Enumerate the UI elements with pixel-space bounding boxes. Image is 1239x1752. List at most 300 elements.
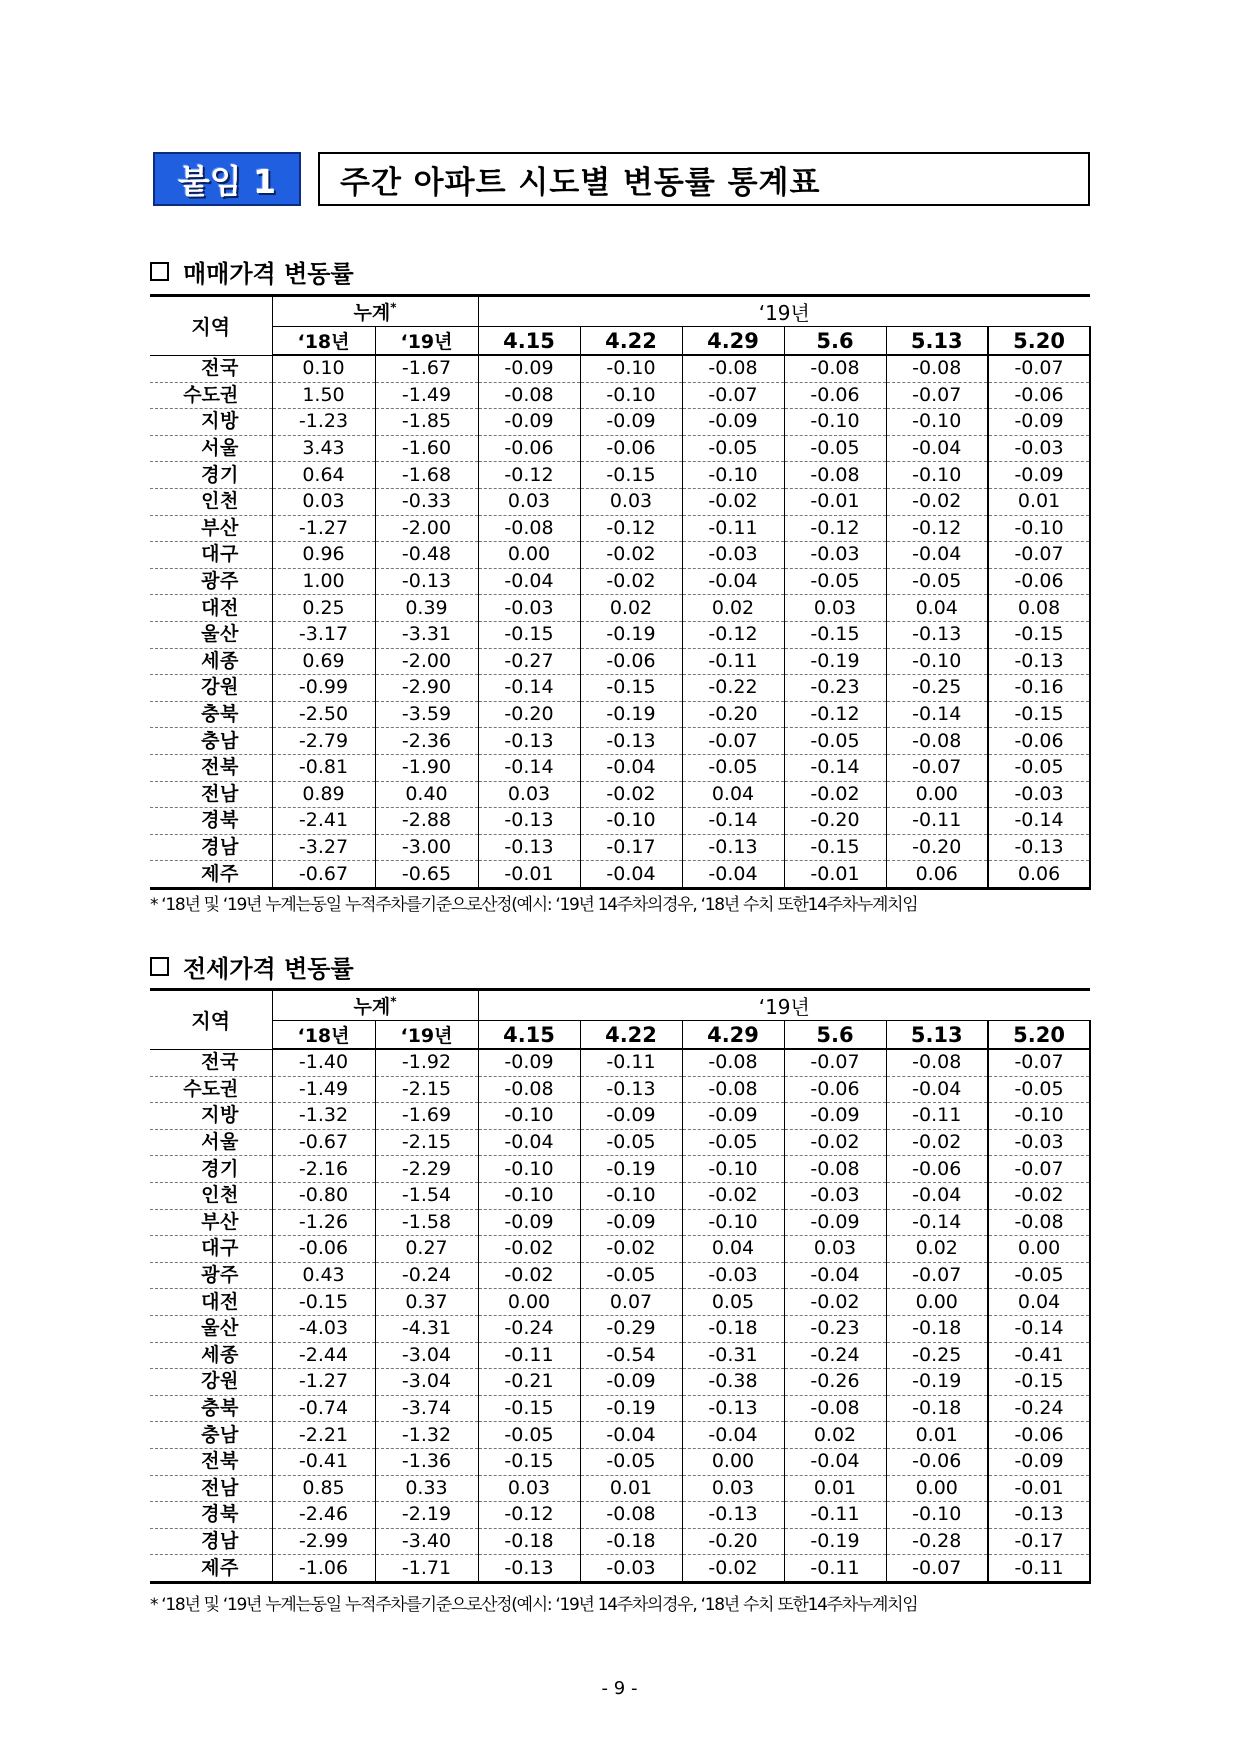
table-row	[150, 1103, 1090, 1130]
value-cell: 0.03	[272, 488, 375, 515]
value-cell: -0.02	[784, 781, 886, 808]
value-cell: -0.11	[580, 1049, 682, 1076]
value-cell: -0.11	[784, 1555, 886, 1583]
value-cell: -0.24	[375, 1262, 478, 1289]
table-row	[150, 861, 1090, 889]
value-cell: -0.20	[682, 701, 784, 728]
value-cell: -2.21	[272, 1422, 375, 1449]
value-cell: -0.03	[580, 1555, 682, 1583]
region-cell: 강 원	[150, 675, 272, 702]
value-cell: -0.19	[784, 648, 886, 675]
value-cell: -0.04	[784, 1262, 886, 1289]
value-cell: -2.88	[375, 808, 478, 835]
region-cell: 울 산	[150, 1315, 272, 1342]
column-header-region: 지역	[150, 296, 272, 356]
value-cell: -0.02	[886, 488, 988, 515]
value-cell: -0.02	[784, 1289, 886, 1316]
value-cell: 0.00	[886, 1475, 988, 1502]
section-title-sale	[150, 254, 354, 289]
value-cell: -0.25	[886, 675, 988, 702]
value-cell: 0.40	[375, 781, 478, 808]
table-row	[150, 648, 1090, 675]
value-cell: -0.13	[478, 834, 580, 861]
value-cell: -0.04	[886, 542, 988, 569]
value-cell: -3.40	[375, 1528, 478, 1555]
table-row	[150, 1049, 1090, 1076]
value-cell: -0.02	[580, 568, 682, 595]
table-row	[150, 462, 1090, 489]
value-cell: -0.09	[580, 1209, 682, 1236]
value-cell: -4.03	[272, 1315, 375, 1342]
region-cell: 경 남	[150, 834, 272, 861]
region-cell: 서 울	[150, 1129, 272, 1156]
region-cell: 경 북	[150, 1502, 272, 1529]
column-header-year: ‘19년	[375, 327, 478, 356]
value-cell: -0.05	[580, 1448, 682, 1475]
value-cell: -3.74	[375, 1395, 478, 1422]
column-header-week: 5.6	[784, 1021, 886, 1050]
column-header-week: 4.22	[580, 327, 682, 356]
value-cell: -1.67	[375, 355, 478, 382]
value-cell: -0.12	[682, 621, 784, 648]
value-cell: -0.07	[886, 1262, 988, 1289]
value-cell: -0.10	[580, 808, 682, 835]
region-cell: 충 남	[150, 728, 272, 755]
value-cell: -0.09	[580, 1103, 682, 1130]
value-cell: -0.10	[682, 462, 784, 489]
column-header-week: 4.22	[580, 1021, 682, 1050]
value-cell: -1.36	[375, 1448, 478, 1475]
value-cell: -0.10	[886, 648, 988, 675]
value-cell: -0.05	[988, 1262, 1090, 1289]
value-cell: -0.08	[478, 515, 580, 542]
region-cell: 충 남	[150, 1422, 272, 1449]
value-cell: -0.02	[682, 1182, 784, 1209]
value-cell: -0.03	[988, 435, 1090, 462]
table-row	[150, 488, 1090, 515]
value-cell: -0.12	[784, 701, 886, 728]
table-row	[150, 568, 1090, 595]
value-cell: -0.41	[272, 1448, 375, 1475]
column-header-week-latest: 5.20	[988, 327, 1090, 356]
value-cell: -0.03	[478, 595, 580, 622]
region-cell: 세 종	[150, 1342, 272, 1369]
value-cell: -0.13	[580, 1076, 682, 1103]
value-cell: -0.06	[988, 382, 1090, 409]
value-cell: -0.28	[886, 1528, 988, 1555]
value-cell: -0.08	[682, 355, 784, 382]
value-cell: -0.13	[886, 621, 988, 648]
value-cell: -1.49	[272, 1076, 375, 1103]
region-cell: 대 전	[150, 1289, 272, 1316]
table-row	[150, 409, 1090, 436]
region-cell: 지 방	[150, 409, 272, 436]
value-cell: -0.06	[478, 435, 580, 462]
value-cell: 1.50	[272, 382, 375, 409]
value-cell: -0.25	[886, 1342, 988, 1369]
value-cell: -2.79	[272, 728, 375, 755]
region-cell: 경 북	[150, 808, 272, 835]
value-cell: -0.07	[784, 1049, 886, 1076]
value-cell: -0.07	[886, 382, 988, 409]
value-cell: -0.04	[478, 1129, 580, 1156]
value-cell: -0.09	[784, 1209, 886, 1236]
table-row	[150, 1182, 1090, 1209]
value-cell: -0.13	[375, 568, 478, 595]
value-cell: -0.08	[784, 462, 886, 489]
value-cell: -1.32	[272, 1103, 375, 1130]
region-cell: 경 기	[150, 462, 272, 489]
value-cell: -0.13	[682, 1502, 784, 1529]
value-cell: -0.10	[886, 1502, 988, 1529]
value-cell: -2.00	[375, 648, 478, 675]
value-cell: -3.27	[272, 834, 375, 861]
value-cell: -0.04	[886, 435, 988, 462]
value-cell: 0.39	[375, 595, 478, 622]
value-cell: -0.13	[988, 834, 1090, 861]
value-cell: 0.37	[375, 1289, 478, 1316]
value-cell: -0.67	[272, 861, 375, 889]
section-title-sale-label: 매매가격 변동률	[183, 259, 354, 288]
value-cell: -0.15	[478, 621, 580, 648]
value-cell: -0.08	[478, 382, 580, 409]
table-row	[150, 1262, 1090, 1289]
column-header-year: ‘19년	[375, 1021, 478, 1050]
value-cell: -0.19	[580, 1156, 682, 1183]
table-row	[150, 754, 1090, 781]
region-cell: 대 구	[150, 542, 272, 569]
value-cell: -0.19	[886, 1369, 988, 1396]
column-header-week: 4.29	[682, 327, 784, 356]
value-cell: -1.90	[375, 754, 478, 781]
value-cell: -0.09	[682, 409, 784, 436]
value-cell: -0.11	[478, 1342, 580, 1369]
value-cell: -2.15	[375, 1076, 478, 1103]
value-cell: -0.14	[988, 808, 1090, 835]
region-cell: 전 국	[150, 355, 272, 382]
column-header-year: ‘18년	[272, 1021, 375, 1050]
checkbox-square-icon	[150, 262, 169, 281]
table-row	[150, 1289, 1090, 1316]
table-row	[150, 1448, 1090, 1475]
value-cell: -0.07	[988, 1156, 1090, 1183]
value-cell: -0.10	[580, 382, 682, 409]
value-cell: -1.54	[375, 1182, 478, 1209]
value-cell: -0.02	[988, 1182, 1090, 1209]
value-cell: -0.03	[784, 1182, 886, 1209]
value-cell: -2.36	[375, 728, 478, 755]
value-cell: -0.02	[682, 488, 784, 515]
table-row	[150, 701, 1090, 728]
value-cell: -0.11	[886, 808, 988, 835]
value-cell: -0.01	[478, 861, 580, 889]
region-cell: 전 국	[150, 1049, 272, 1076]
value-cell: -0.03	[784, 542, 886, 569]
value-cell: -0.12	[580, 515, 682, 542]
value-cell: -2.15	[375, 1129, 478, 1156]
value-cell: 0.03	[682, 1475, 784, 1502]
value-cell: -0.18	[886, 1395, 988, 1422]
value-cell: -0.18	[580, 1528, 682, 1555]
value-cell: -2.44	[272, 1342, 375, 1369]
value-cell: -0.05	[988, 754, 1090, 781]
table-row	[150, 1076, 1090, 1103]
value-cell: -0.05	[784, 435, 886, 462]
value-cell: -0.04	[580, 754, 682, 781]
value-cell: -0.05	[580, 1129, 682, 1156]
cumulative-label: 누계	[353, 996, 391, 1018]
footnote-jeonse: * ‘18년 및 ‘19년 누계는동일 누적주차를기준으로산정(예시: ‘19년 14주차의경우, ‘18년 수치 또한14주차누계치임	[150, 1595, 918, 1615]
page-title: 주간 아파트 시도별 변동률 통계표	[318, 152, 1090, 206]
table-row	[150, 1555, 1090, 1583]
region-cell: 수도권	[150, 1076, 272, 1103]
value-cell: 0.02	[682, 595, 784, 622]
value-cell: -0.18	[682, 1315, 784, 1342]
value-cell: -0.04	[682, 568, 784, 595]
value-cell: -0.23	[784, 675, 886, 702]
region-cell: 광 주	[150, 1262, 272, 1289]
value-cell: -0.08	[682, 1076, 784, 1103]
value-cell: -0.10	[988, 1103, 1090, 1130]
value-cell: -2.19	[375, 1502, 478, 1529]
value-cell: -0.08	[886, 1049, 988, 1076]
cumulative-label: 누계	[353, 302, 391, 324]
value-cell: -0.04	[886, 1076, 988, 1103]
value-cell: 0.05	[682, 1289, 784, 1316]
value-cell: -0.06	[988, 568, 1090, 595]
value-cell: -0.04	[478, 568, 580, 595]
section-title-jeonse-label: 전세가격 변동률	[183, 954, 354, 983]
value-cell: -0.02	[682, 1555, 784, 1583]
column-header-year-group: ‘19년	[478, 296, 1090, 327]
value-cell: -3.59	[375, 701, 478, 728]
value-cell: -0.11	[886, 1103, 988, 1130]
table-row	[150, 1395, 1090, 1422]
value-cell: -0.15	[580, 675, 682, 702]
value-cell: -3.04	[375, 1369, 478, 1396]
region-cell: 전 북	[150, 1448, 272, 1475]
value-cell: -0.13	[580, 728, 682, 755]
value-cell: -1.60	[375, 435, 478, 462]
table-row	[150, 1528, 1090, 1555]
value-cell: -0.09	[784, 1103, 886, 1130]
value-cell: -1.71	[375, 1555, 478, 1583]
value-cell: -0.09	[478, 355, 580, 382]
value-cell: -3.00	[375, 834, 478, 861]
value-cell: -0.15	[478, 1448, 580, 1475]
value-cell: -0.10	[682, 1209, 784, 1236]
value-cell: -0.26	[784, 1369, 886, 1396]
value-cell: 0.03	[478, 488, 580, 515]
value-cell: 0.96	[272, 542, 375, 569]
value-cell: -0.10	[478, 1156, 580, 1183]
value-cell: -1.06	[272, 1555, 375, 1583]
value-cell: -0.13	[988, 1502, 1090, 1529]
table-row	[150, 1315, 1090, 1342]
value-cell: -0.80	[272, 1182, 375, 1209]
value-cell: -0.10	[988, 515, 1090, 542]
value-cell: 0.03	[478, 781, 580, 808]
value-cell: -0.10	[478, 1103, 580, 1130]
value-cell: -1.26	[272, 1209, 375, 1236]
table-row	[150, 435, 1090, 462]
region-cell: 제 주	[150, 861, 272, 889]
value-cell: -2.46	[272, 1502, 375, 1529]
value-cell: 0.69	[272, 648, 375, 675]
checkbox-square-icon	[150, 957, 169, 976]
value-cell: -0.07	[682, 728, 784, 755]
table-row	[150, 808, 1090, 835]
region-cell: 강 원	[150, 1369, 272, 1396]
value-cell: -0.01	[988, 1475, 1090, 1502]
value-cell: -0.07	[886, 1555, 988, 1583]
value-cell: -0.06	[886, 1156, 988, 1183]
value-cell: -0.15	[988, 1369, 1090, 1396]
value-cell: -0.10	[886, 462, 988, 489]
value-cell: -0.03	[682, 542, 784, 569]
value-cell: -0.03	[682, 1262, 784, 1289]
region-cell: 부 산	[150, 1209, 272, 1236]
value-cell: -0.24	[988, 1395, 1090, 1422]
value-cell: -0.41	[988, 1342, 1090, 1369]
region-cell: 인 천	[150, 488, 272, 515]
value-cell: -0.04	[784, 1448, 886, 1475]
value-cell: -0.09	[478, 1209, 580, 1236]
value-cell: -0.08	[478, 1076, 580, 1103]
value-cell: 0.07	[580, 1289, 682, 1316]
value-cell: -1.85	[375, 409, 478, 436]
value-cell: -0.05	[478, 1422, 580, 1449]
region-cell: 세 종	[150, 648, 272, 675]
value-cell: -0.04	[682, 1422, 784, 1449]
value-cell: -0.13	[478, 728, 580, 755]
value-cell: -0.14	[784, 754, 886, 781]
jeonse-price-table	[150, 988, 1091, 1584]
value-cell: -0.14	[886, 1209, 988, 1236]
value-cell: 0.08	[988, 595, 1090, 622]
value-cell: 0.85	[272, 1475, 375, 1502]
column-header-week: 4.15	[478, 1021, 580, 1050]
region-cell: 경 기	[150, 1156, 272, 1183]
value-cell: -0.06	[580, 435, 682, 462]
table-row	[150, 1342, 1090, 1369]
table-row	[150, 1129, 1090, 1156]
value-cell: 0.04	[988, 1289, 1090, 1316]
value-cell: -0.17	[580, 834, 682, 861]
value-cell: -0.07	[988, 542, 1090, 569]
value-cell: -0.02	[580, 781, 682, 808]
value-cell: 0.04	[886, 595, 988, 622]
value-cell: -0.54	[580, 1342, 682, 1369]
value-cell: -0.08	[682, 1049, 784, 1076]
value-cell: -0.24	[784, 1342, 886, 1369]
value-cell: -0.08	[784, 355, 886, 382]
table-row	[150, 382, 1090, 409]
value-cell: 0.03	[784, 595, 886, 622]
value-cell: 0.27	[375, 1236, 478, 1263]
value-cell: -0.15	[478, 1395, 580, 1422]
value-cell: 0.43	[272, 1262, 375, 1289]
value-cell: -0.05	[886, 568, 988, 595]
value-cell: 0.04	[682, 781, 784, 808]
value-cell: -3.31	[375, 621, 478, 648]
value-cell: -0.12	[478, 462, 580, 489]
region-cell: 대 전	[150, 595, 272, 622]
region-cell: 충 북	[150, 701, 272, 728]
value-cell: -0.07	[988, 1049, 1090, 1076]
table-row	[150, 728, 1090, 755]
page-number: - 9 -	[601, 1678, 638, 1699]
region-cell: 울 산	[150, 621, 272, 648]
value-cell: 0.04	[682, 1236, 784, 1263]
value-cell: -0.19	[580, 701, 682, 728]
footnote-sale: * ‘18년 및 ‘19년 누계는동일 누적주차를기준으로산정(예시: ‘19년 14주차의경우, ‘18년 수치 또한14주차누계치임	[150, 895, 918, 915]
value-cell: -0.33	[375, 488, 478, 515]
value-cell: -0.05	[784, 568, 886, 595]
value-cell: 0.03	[580, 488, 682, 515]
value-cell: -1.58	[375, 1209, 478, 1236]
value-cell: 0.00	[886, 781, 988, 808]
value-cell: -0.09	[580, 1369, 682, 1396]
value-cell: -0.13	[478, 1555, 580, 1583]
value-cell: -0.02	[580, 1236, 682, 1263]
value-cell: -2.99	[272, 1528, 375, 1555]
region-cell: 수도권	[150, 382, 272, 409]
value-cell: 0.00	[478, 542, 580, 569]
column-header-week: 5.6	[784, 327, 886, 356]
value-cell: -0.20	[784, 808, 886, 835]
table-row	[150, 1236, 1090, 1263]
value-cell: -2.29	[375, 1156, 478, 1183]
region-cell: 충 북	[150, 1395, 272, 1422]
value-cell: -3.04	[375, 1342, 478, 1369]
value-cell: -0.03	[988, 1129, 1090, 1156]
value-cell: 0.02	[886, 1236, 988, 1263]
value-cell: -0.09	[580, 409, 682, 436]
value-cell: -0.20	[886, 834, 988, 861]
value-cell: -0.10	[886, 409, 988, 436]
value-cell: -0.20	[682, 1528, 784, 1555]
column-header-week: 5.13	[886, 1021, 988, 1050]
table-row	[150, 355, 1090, 382]
value-cell: -2.90	[375, 675, 478, 702]
table-row	[150, 1209, 1090, 1236]
value-cell: -0.06	[988, 728, 1090, 755]
value-cell: -0.08	[580, 1502, 682, 1529]
value-cell: -0.15	[988, 701, 1090, 728]
value-cell: -0.06	[784, 382, 886, 409]
value-cell: -0.01	[784, 488, 886, 515]
table-row	[150, 595, 1090, 622]
value-cell: 0.89	[272, 781, 375, 808]
value-cell: -0.14	[886, 701, 988, 728]
region-cell: 전 북	[150, 754, 272, 781]
value-cell: -0.74	[272, 1395, 375, 1422]
value-cell: -0.27	[478, 648, 580, 675]
value-cell: 0.03	[478, 1475, 580, 1502]
value-cell: -0.13	[682, 834, 784, 861]
value-cell: -0.15	[580, 462, 682, 489]
region-cell: 인 천	[150, 1182, 272, 1209]
section-title-jeonse	[150, 949, 354, 984]
value-cell: 0.06	[988, 861, 1090, 889]
value-cell: -0.10	[478, 1182, 580, 1209]
value-cell: -0.19	[580, 621, 682, 648]
value-cell: -0.22	[682, 675, 784, 702]
value-cell: -0.04	[580, 861, 682, 889]
value-cell: 0.03	[784, 1236, 886, 1263]
value-cell: -0.05	[682, 1129, 784, 1156]
